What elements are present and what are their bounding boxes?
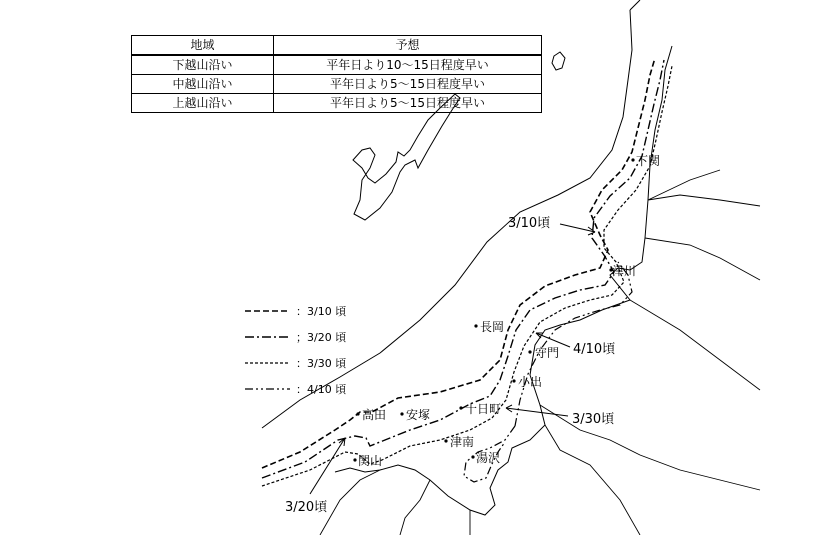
table-header-row [132, 36, 542, 56]
legend [245, 305, 346, 396]
arrow-4-10 [536, 333, 570, 347]
table-row [132, 75, 542, 94]
awashima-island [552, 52, 565, 70]
table-row [132, 94, 542, 113]
legend-label-3-30: ：3/30 頃 [296, 357, 347, 370]
table-row [132, 55, 542, 75]
dot-shimoseki [631, 158, 634, 161]
isoline-4-10 [464, 262, 632, 482]
place-tsunan: 津南 [450, 435, 475, 449]
place-yuzawa: 湯沢 [476, 451, 501, 465]
cell-forecast: 平年日より5～15日程度早い [274, 94, 542, 113]
legend-label-3-20: ；3/20 頃 [296, 331, 347, 344]
header-region: 地域 [132, 36, 274, 56]
dot-yuzawa [471, 455, 474, 458]
dot-nagaoka [474, 324, 477, 327]
place-sekiyama: 関山 [358, 454, 383, 468]
cell-region: 下越山沿い [132, 55, 274, 75]
cell-region: 上越山沿い [132, 94, 274, 113]
callout-4-10: 4/10頃 [573, 342, 616, 357]
place-tokamachi: 十日町 [465, 402, 502, 416]
place-nagaoka: 長岡 [480, 320, 505, 334]
place-yasuzuka: 安塚 [406, 408, 431, 422]
cell-forecast: 平年日より10～15日程度早い [274, 55, 542, 75]
dot-sekiyama [353, 458, 356, 461]
callout-3-20: 3/20頃 [285, 500, 328, 515]
cell-forecast: 平年日より5～15日程度早い [274, 75, 542, 94]
place-tsugawa: 津川 [612, 264, 637, 278]
forecast-table [131, 35, 542, 113]
callout-3-30: 3/30頃 [572, 412, 615, 427]
dot-morikado [528, 350, 531, 353]
cell-region: 中越山沿い [132, 75, 274, 94]
legend-label-3-10: ：3/10 頃 [296, 305, 347, 318]
legend-label-4-10: ：4/10 頃 [296, 383, 347, 396]
place-koide: 小出 [518, 375, 543, 389]
header-forecast: 予想 [274, 36, 542, 56]
isoline-3-10 [262, 58, 655, 468]
arrow-3-30 [506, 408, 568, 416]
dot-tokamachi [459, 406, 462, 409]
place-shimoseki: 下関 [636, 154, 661, 168]
callout-3-10: 3/10頃 [508, 216, 551, 231]
dot-yasuzuka [400, 412, 403, 415]
dot-tsunan [444, 439, 447, 442]
place-takada: 高田 [362, 408, 387, 422]
dot-koide [512, 379, 515, 382]
place-morikado: 守門 [535, 346, 560, 360]
dot-takada [356, 412, 359, 415]
